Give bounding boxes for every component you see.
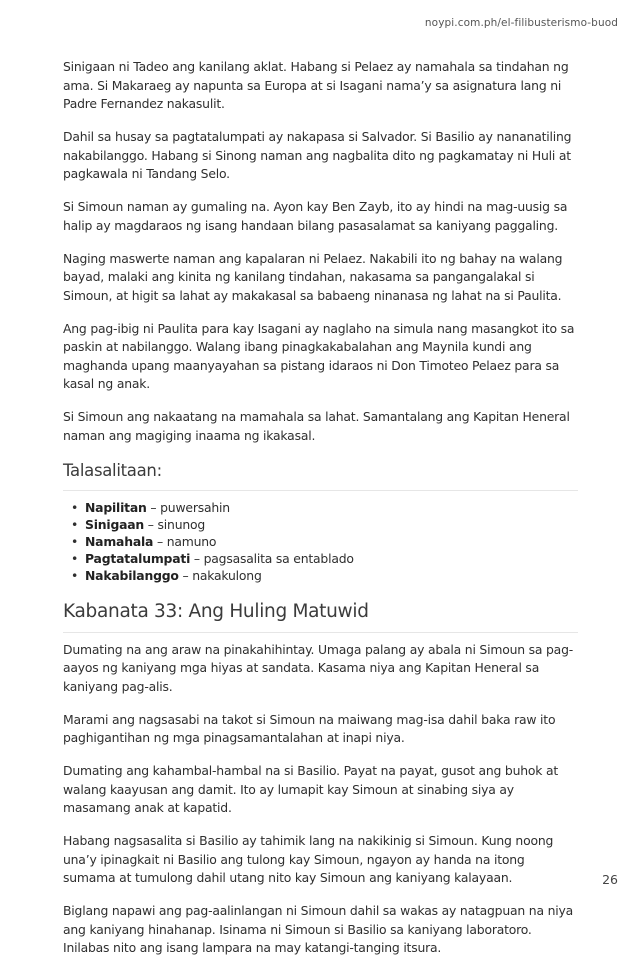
vocabulary-item [71, 516, 578, 533]
paragraph: Biglang napawi ang pag-aalinlangan ni Simoun dahil sa wakas ay natagpuan na niya ang kaniyang hinahanap. Isinama ni Simoun si Basilio sa kaniyang laboratoro. Inilabas nito ang isang lampara na may katangi-tanging itsura. [63, 903, 573, 956]
source-url: noypi.com.ph/el-filibusterismo-buod [424, 17, 618, 29]
vocabulary-term: Napilitan [85, 499, 147, 515]
chapter-heading: Kabanata 33: Ang Huling Matuwid [63, 600, 578, 633]
bullet-icon: • [71, 568, 79, 584]
paragraph: Dumating na ang araw na pinakahihintay. Umaga palang ay abala ni Simoun sa pag-aayos ng kaniyang mga hiyas at sandata. Kasama niya ang Kapitan Heneral sa kaniyang pag-alis. [63, 641, 574, 694]
term-separator: – [190, 551, 204, 567]
vocabulary-term: Nakabilanggo [85, 568, 179, 584]
paragraph: Si Simoun ang nakaatang na mamahala sa lahat. Samantalang ang Kapitan Heneral naman ang magiging inaama ng ikakasal. [63, 409, 570, 443]
vocabulary-definition: namuno [166, 533, 217, 549]
chapter-section [63, 641, 578, 958]
vocabulary-item [71, 567, 578, 584]
vocabulary-definition: sinunog [157, 516, 206, 532]
vocabulary-term: Namahala [85, 533, 154, 549]
term-separator: – [178, 568, 193, 584]
paragraph: Sinigaan ni Tadeo ang kanilang aklat. Habang si Pelaez ay namahala sa tindahan ng ama. Si Makaraeg ay napunta sa Europa at si Isagani nama’y sa asignatura lang ni Padre Fernandez nakasulit. [63, 59, 569, 111]
paragraph: Dumating ang kahambal-hambal na si Basilio. Payat na payat, gusot ang buhok at walang kaayusan ang damit. Ito ay lumapit kay Simoun at sinabing siya ay masamang anak at kapatid. [63, 763, 559, 816]
paragraph: Ang pag-ibig ni Paulita para kay Isagani ay naglaho na simula nang masangkot ito sa paskin at nabilanggo. Walang ibang pinagkakabalahan ang Maynila kundi ang maghanda upang maanyayahan sa pistang idaraos ni Don Timoteo Pelaez para sa kasal ng anak. [63, 320, 575, 391]
term-separator: – [146, 499, 161, 515]
vocabulary-item [71, 550, 578, 567]
term-separator: – [144, 516, 158, 532]
paragraph: Habang nagsasalita si Basilio ay tahimik lang na nakikinig si Simoun. Kung noong una’y ipinagkait ni Basilio ang tulong kay Simoun, ngayon ay handa na itong sumama at tumulong dahil utang nito kay Simoun ang kaniyang kalayaan. [63, 833, 554, 886]
summary-section [63, 58, 578, 445]
bullet-icon: • [71, 533, 79, 549]
vocabulary-definition: pagsasalita sa entablado [203, 551, 354, 567]
vocabulary-definition: nakakulong [192, 568, 262, 584]
paragraph: Naging maswerte naman ang kapalaran ni Pelaez. Nakabili ito ng bahay na walang bayad, malaki ang kinita ng kanilang tindahan, nakasama sa pangangalakal si Simoun, at higit sa lahat ay makakasal sa babaeng ninanasa ng lahat na si Paulita. [63, 250, 563, 303]
vocabulary-item [71, 499, 578, 516]
bullet-icon: • [71, 516, 79, 532]
bullet-icon: • [71, 551, 79, 567]
vocabulary-item [71, 533, 578, 550]
vocabulary-definition: puwersahin [160, 499, 230, 515]
vocabulary-heading: Talasalitaan: [63, 460, 578, 491]
paragraph: Dahil sa husay sa pagtatalumpati ay nakapasa si Salvador. Si Basilio ay nananatiling nakabilanggo. Habang si Sinong naman ang nagbalita dito ng pagkamatay ni Huli at pagkawala ni Tandang Selo. [63, 129, 572, 181]
vocabulary-term: Sinigaan [85, 516, 145, 532]
paragraph: Marami ang nagsasabi na takot si Simoun na maiwang mag-isa dahil baka raw ito paghigantihan ng mga pinagsamantalahan at inapi niya. [63, 711, 556, 746]
document-body [63, 58, 578, 972]
vocabulary-term: Pagtatalumpati [85, 551, 191, 567]
bullet-icon: • [71, 499, 79, 515]
term-separator: – [153, 533, 167, 549]
paragraph: Si Simoun naman ay gumaling na. Ayon kay Ben Zayb, ito ay hindi na mag-uusig sa halip ay magdaraos ng isang handaan bilang pasasalamat sa kaniyang paggaling. [63, 199, 568, 233]
vocabulary-list [63, 499, 578, 585]
page-number: 26 [602, 872, 618, 887]
